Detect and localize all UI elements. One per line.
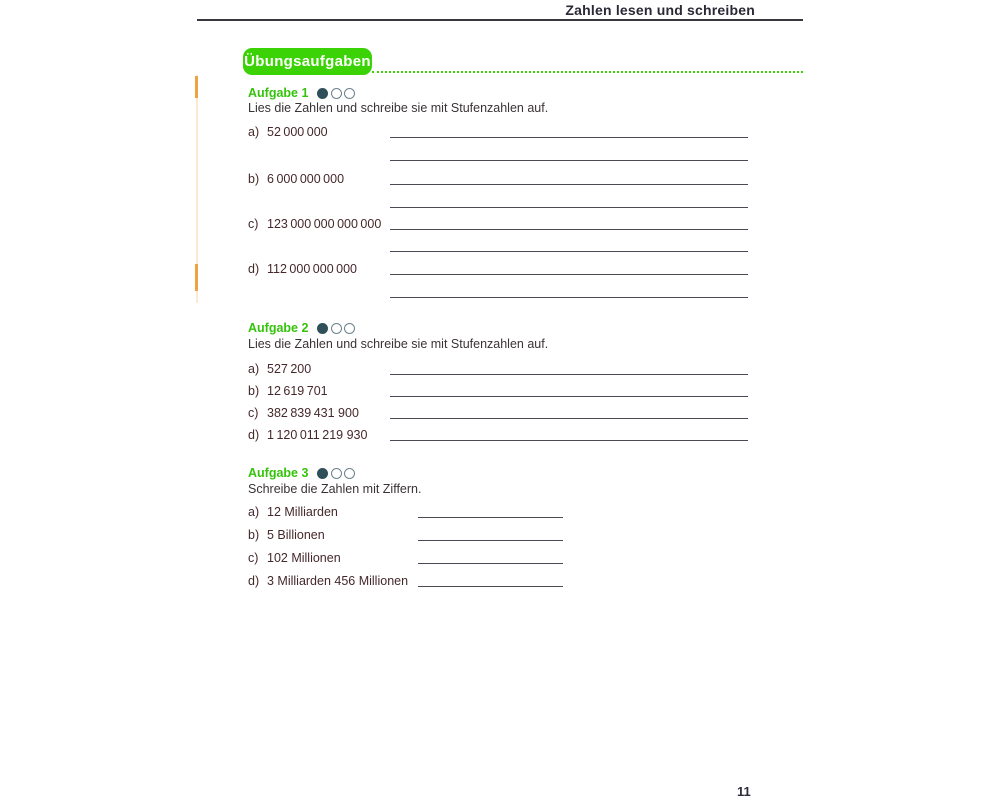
answer-blank[interactable] bbox=[390, 251, 748, 252]
difficulty-dot-3 bbox=[344, 468, 355, 479]
task-2-item-a bbox=[248, 362, 311, 376]
item-number: 112 000 000 000 bbox=[267, 262, 358, 276]
answer-blank[interactable] bbox=[418, 540, 563, 541]
answer-blank[interactable] bbox=[390, 396, 748, 397]
task-1-difficulty bbox=[317, 88, 355, 99]
task-3-title: Aufgabe 3 bbox=[248, 466, 309, 480]
task-2-instruction: Lies die Zahlen und schreibe sie mit Stufenzahlen auf. bbox=[248, 337, 549, 351]
item-text: 5 Billionen bbox=[267, 528, 325, 542]
page-header-title: Zahlen lesen und schreiben bbox=[565, 2, 755, 18]
answer-blank[interactable] bbox=[418, 517, 563, 518]
task-3-item-d bbox=[248, 574, 408, 588]
task-2-difficulty bbox=[317, 323, 355, 334]
uebungsaufgaben-badge bbox=[243, 48, 372, 75]
item-letter: d) bbox=[248, 428, 260, 442]
task-1-heading bbox=[248, 86, 355, 100]
task-2-item-b bbox=[248, 384, 328, 398]
task-2-title: Aufgabe 2 bbox=[248, 321, 309, 335]
task-2-item-d bbox=[248, 428, 367, 442]
item-number: 123 000 000 000 000 bbox=[267, 217, 382, 231]
item-number: 527 200 bbox=[267, 362, 312, 376]
dotted-divider bbox=[372, 71, 803, 73]
margin-mark-bottom bbox=[195, 264, 198, 291]
item-number: 1 120 011 219 930 bbox=[267, 428, 368, 442]
difficulty-dot-3 bbox=[344, 323, 355, 334]
task-1-instruction: Lies die Zahlen und schreibe sie mit Stufenzahlen auf. bbox=[248, 101, 549, 115]
item-text: 3 Milliarden 456 Millionen bbox=[267, 574, 409, 588]
difficulty-dot-1 bbox=[317, 468, 328, 479]
task-1-item-c bbox=[248, 217, 381, 231]
item-number: 382 839 431 900 bbox=[267, 406, 359, 420]
task-1-item-b bbox=[248, 172, 344, 186]
margin-mark-top bbox=[195, 76, 198, 98]
answer-blank[interactable] bbox=[390, 160, 748, 161]
task-2-heading bbox=[248, 321, 355, 335]
item-letter: c) bbox=[248, 217, 259, 231]
task-3-instruction: Schreibe die Zahlen mit Ziffern. bbox=[248, 482, 422, 496]
answer-blank[interactable] bbox=[390, 184, 748, 185]
item-letter: b) bbox=[248, 384, 260, 398]
task-2-item-c bbox=[248, 406, 359, 420]
answer-blank[interactable] bbox=[390, 374, 748, 375]
answer-blank[interactable] bbox=[390, 137, 748, 138]
item-number: 6 000 000 000 bbox=[267, 172, 345, 186]
task-3-item-c bbox=[248, 551, 341, 565]
answer-blank[interactable] bbox=[390, 440, 748, 441]
item-letter: d) bbox=[248, 574, 260, 588]
answer-blank[interactable] bbox=[418, 586, 563, 587]
item-text: 102 Millionen bbox=[267, 551, 341, 565]
task-1-item-d bbox=[248, 262, 357, 276]
answer-blank[interactable] bbox=[390, 274, 748, 275]
answer-blank[interactable] bbox=[390, 418, 748, 419]
task-3-item-a bbox=[248, 505, 338, 519]
item-number: 52 000 000 bbox=[267, 125, 328, 139]
task-3-heading bbox=[248, 466, 355, 480]
item-letter: a) bbox=[248, 505, 260, 519]
item-letter: b) bbox=[248, 172, 260, 186]
item-letter: a) bbox=[248, 362, 260, 376]
task-1-title: Aufgabe 1 bbox=[248, 86, 309, 100]
difficulty-dot-2 bbox=[331, 468, 342, 479]
difficulty-dot-2 bbox=[331, 88, 342, 99]
item-letter: c) bbox=[248, 551, 259, 565]
answer-blank[interactable] bbox=[390, 207, 748, 208]
item-letter: c) bbox=[248, 406, 259, 420]
answer-blank[interactable] bbox=[390, 297, 748, 298]
item-number: 12 619 701 bbox=[267, 384, 328, 398]
page-number: 11 bbox=[737, 784, 751, 799]
difficulty-dot-1 bbox=[317, 88, 328, 99]
item-letter: d) bbox=[248, 262, 260, 276]
task-1-item-a bbox=[248, 125, 328, 139]
task-3-item-b bbox=[248, 528, 325, 542]
header-rule bbox=[197, 19, 803, 21]
badge-label: Übungsaufgaben bbox=[244, 53, 371, 70]
item-letter: b) bbox=[248, 528, 260, 542]
answer-blank[interactable] bbox=[418, 563, 563, 564]
difficulty-dot-1 bbox=[317, 323, 328, 334]
item-text: 12 Milliarden bbox=[267, 505, 338, 519]
difficulty-dot-2 bbox=[331, 323, 342, 334]
answer-blank[interactable] bbox=[390, 229, 748, 230]
item-letter: a) bbox=[248, 125, 260, 139]
difficulty-dot-3 bbox=[344, 88, 355, 99]
task-3-difficulty bbox=[317, 468, 355, 479]
